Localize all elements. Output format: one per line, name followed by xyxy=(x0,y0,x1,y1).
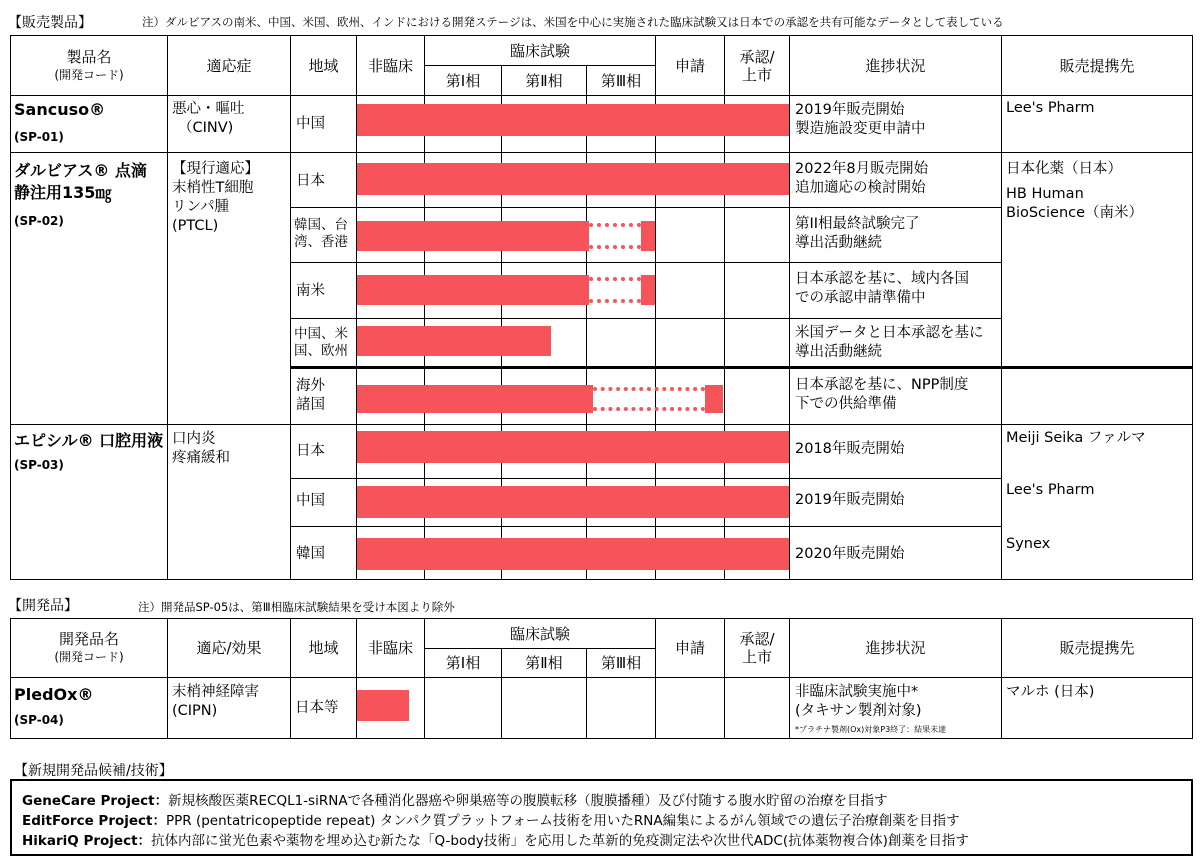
product-name-darvias: ダルビアス® 点滴 静注用135㎎ xyxy=(14,161,147,202)
status-cell: 2019年販売開始 製造施設変更申請中 xyxy=(795,102,926,137)
project-genecare: GeneCare Project：新規核酸医薬RECQL1-siRNAで各種消化器癌や卵巣癌等の腹膜転移（腹膜播種）及び付随する腹水貯留の治療を目指す xyxy=(22,793,888,809)
product-code-sp02: (SP-02) xyxy=(14,214,64,228)
region-cell: 中国 xyxy=(296,493,325,509)
dev-header-indication: 適応/効果 xyxy=(196,639,262,657)
progress-bar xyxy=(357,104,789,136)
projects-section-label: 【新規開発品候補/技術】 xyxy=(14,763,173,779)
dev-header-approval: 承認/ 上市 xyxy=(739,630,775,666)
progress-bar xyxy=(357,275,589,305)
header-preclinical: 非臨床 xyxy=(367,56,413,75)
partner-cell: マルホ (日本) xyxy=(1006,684,1095,700)
region-cell: 韓国、台 湾、香港 xyxy=(294,217,348,250)
dev-header-product: 開発品名 (開発コード) xyxy=(54,630,124,664)
status-cell: 2018年販売開始 xyxy=(795,441,905,457)
region-cell: 日本等 xyxy=(295,700,339,716)
dev-header-partner: 販売提携先 xyxy=(1059,639,1135,657)
product-code-sp03: (SP-03) xyxy=(14,458,64,472)
progress-bar xyxy=(357,486,789,518)
product-name-episil: エピシル® 口腔用液 xyxy=(14,431,164,450)
indication-pledox: 末梢神経障害 (CIPN) xyxy=(172,684,259,719)
dev-header-phase2: 第Ⅱ相 xyxy=(525,654,563,672)
partner-cell: Lee's Pharm xyxy=(1006,482,1095,498)
progress-bar-dotted xyxy=(589,223,641,249)
project-editforce: EditForce Project：PPR (pentatricopeptide repeat) タンパク質プラットフォーム技術を用いたRNA編集によるがん領域での遺伝子治療創薬を目指す xyxy=(22,813,960,829)
product-name-sancuso: Sancuso® xyxy=(14,100,106,119)
header-filing: 申請 xyxy=(674,56,705,75)
status-cell: 2020年販売開始 xyxy=(795,546,905,562)
header-product: 製品名 (開発コード) xyxy=(54,47,124,82)
partner-cell-darvias: 日本化薬（日本） HB Human BioScience（南米） xyxy=(1006,161,1144,221)
progress-bar-dotted xyxy=(593,387,705,411)
dev-header-clinical: 臨床試験 xyxy=(509,624,570,643)
indication-sancuso: 悪心・嘔吐 （CINV) xyxy=(172,101,245,136)
status-cell: 日本承認を基に、域内各国 での承認申請準備中 xyxy=(795,271,969,306)
project-hikariq: HikariQ Project：抗体内部に蛍光色素や薬物を埋め込む新たな「Q-body技術」を応用した革新的免疫測定法や次世代ADC(抗体薬物複合体)創薬を目指す xyxy=(22,833,969,849)
region-cell: 韓国 xyxy=(296,546,325,562)
status-cell: 2019年販売開始 xyxy=(795,492,905,508)
product-code-sp04: (SP-04) xyxy=(14,713,64,727)
indication-darvias: 【現行適応】 末梢性T細胞 リンパ腫 (PTCL) xyxy=(172,161,259,234)
partner-cell: Meiji Seika ファルマ xyxy=(1006,430,1146,446)
dev-header-status: 進捗状況 xyxy=(865,639,926,657)
progress-bar-end xyxy=(641,275,655,305)
header-clinical: 臨床試験 xyxy=(509,41,570,60)
region-cell: 海外 諸国 xyxy=(296,378,325,413)
product-code-sp01: (SP-01) xyxy=(14,130,64,144)
status-cell: 日本承認を基に、NPP制度 下での供給準備 xyxy=(795,377,969,412)
projects-box xyxy=(10,779,1193,856)
partner-cell: Lee's Pharm xyxy=(1006,100,1095,116)
progress-bar xyxy=(357,163,789,195)
dev-header-region: 地域 xyxy=(308,639,339,657)
progress-bar-end xyxy=(705,385,723,413)
product-name-pledox: PledOx® xyxy=(14,685,94,704)
dev-header-phase3: 第Ⅲ相 xyxy=(600,654,642,672)
header-status: 進捗状況 xyxy=(865,56,926,75)
progress-bar xyxy=(357,385,593,413)
header-region: 地域 xyxy=(308,56,339,75)
sales-note: 注）ダルビアスの南米、中国、米国、欧州、インドにおける開発ステージは、米国を中心に実施された臨床試験又は日本での承認を共有可能なデータとして表している xyxy=(142,15,1004,29)
dev-note: 注）開発品SP-05は、第Ⅲ相臨床試験結果を受け本図より除外 xyxy=(138,600,455,614)
region-cell: 中国、米 国、欧州 xyxy=(294,326,348,359)
progress-bar xyxy=(357,221,589,251)
partner-cell: Synex xyxy=(1006,536,1051,552)
progress-bar xyxy=(357,538,789,570)
header-indication: 適応症 xyxy=(206,56,252,75)
header-phase2: 第Ⅱ相 xyxy=(525,71,563,90)
progress-bar xyxy=(357,690,409,721)
region-cell: 南米 xyxy=(296,283,325,299)
header-phase3: 第Ⅲ相 xyxy=(600,71,642,90)
progress-bar-end xyxy=(641,221,655,251)
header-partner: 販売提携先 xyxy=(1059,56,1135,75)
status-footnote: *プラチナ製剤(Ox)対象P3終了：結果未達 xyxy=(795,725,947,734)
dev-section-label: 【開発品】 xyxy=(8,598,78,614)
progress-bar-dotted xyxy=(589,277,641,303)
region-cell: 日本 xyxy=(296,173,325,189)
header-approval: 承認/ 上市 xyxy=(739,47,775,84)
status-cell: 第II相最終試験完了 導出活動継続 xyxy=(795,216,920,251)
progress-bar xyxy=(357,431,789,463)
region-cell: 中国 xyxy=(296,116,325,132)
region-cell: 日本 xyxy=(296,443,325,459)
status-cell: 非臨床試験実施中* (タキサン製剤対象) xyxy=(795,684,922,719)
header-phase1: 第Ⅰ相 xyxy=(445,71,481,90)
sales-section-label: 【販売製品】 xyxy=(8,15,92,31)
dev-header-preclinical: 非臨床 xyxy=(367,639,413,657)
dev-header-phase1: 第Ⅰ相 xyxy=(445,654,481,672)
status-cell: 2022年8月販売開始 追加適応の検討開始 xyxy=(795,161,929,196)
status-cell: 米国データと日本承認を基に 導出活動継続 xyxy=(795,325,984,360)
indication-episil: 口内炎 疼痛緩和 xyxy=(172,431,230,466)
progress-bar xyxy=(357,326,551,356)
dev-header-filing: 申請 xyxy=(674,639,705,657)
